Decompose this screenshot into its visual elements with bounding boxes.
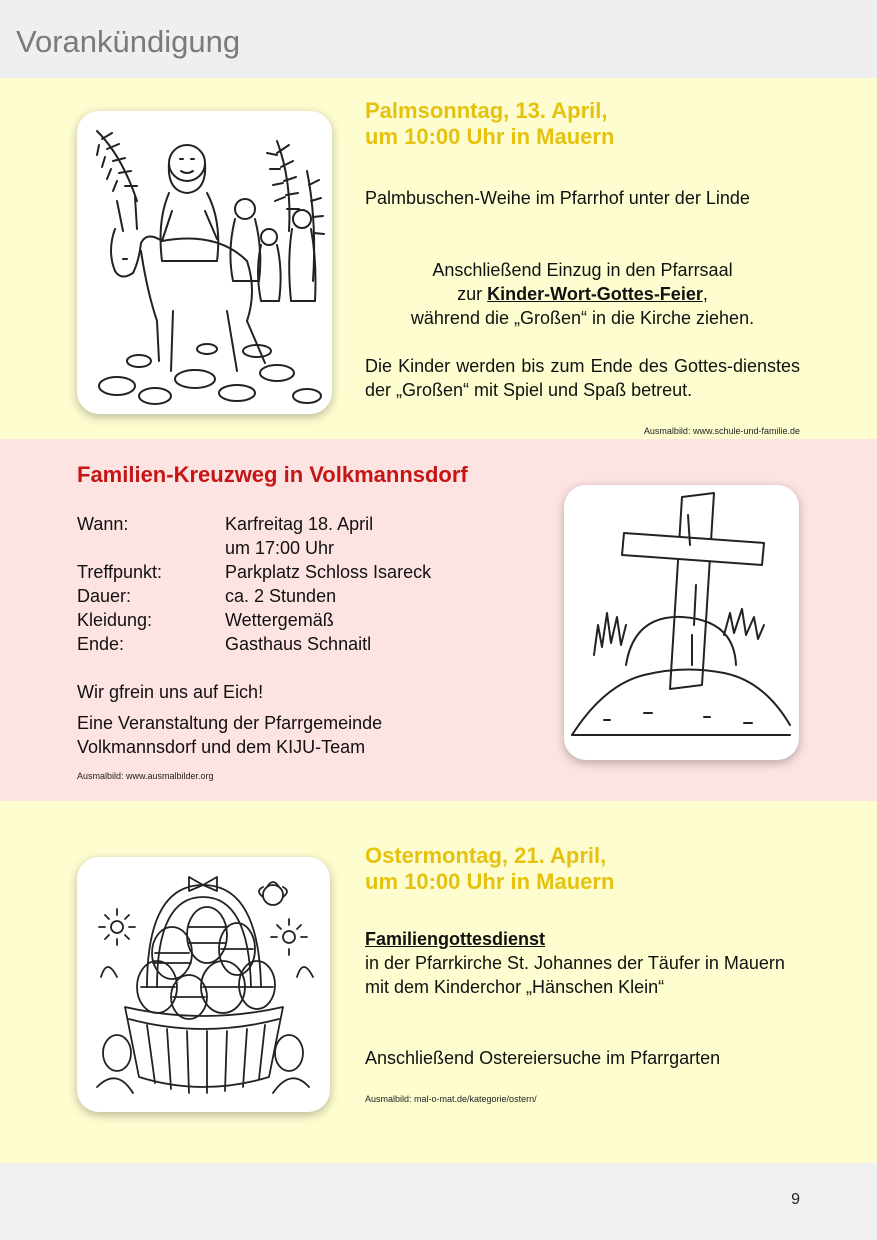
familiengottesdienst-title: Familiengottesdienst <box>365 929 546 949</box>
kreuzweg-heading: Familien-Kreuzweg in Volkmannsdorf <box>77 462 468 487</box>
easter-egg-hunt-text: Anschließend Ostereiersuche im Pfarrgarten <box>365 1048 721 1068</box>
info-label: Treffpunkt: <box>77 562 163 582</box>
procession-prefix: zur <box>457 284 488 304</box>
palm-sunday-blessing-text: Palmbuschen-Weihe im Pfarrhof unter der Linde <box>365 188 750 208</box>
info-value: Parkplatz Schloss Isareck <box>225 562 432 582</box>
procession-line3: während die „Großen“ in die Kirche ziehen. <box>410 308 755 328</box>
info-row-treffpunkt <box>77 560 431 584</box>
info-value: um 17:00 Uhr <box>225 538 335 558</box>
palm-sunday-illustration <box>77 111 332 414</box>
info-label: Kleidung: <box>77 610 153 630</box>
info-row-wann <box>77 512 373 536</box>
info-value: Karfreitag 18. April <box>225 514 374 534</box>
easter-monday-heading-line1: Ostermontag, 21. April, <box>365 843 607 868</box>
procession-line1: Anschließend Einzug in den Pfarrsaal <box>432 260 733 280</box>
kreuzweg-organizer: Eine Veranstaltung der Pfarrgemeinde Volkmannsdorf und dem KIJU-Team <box>77 713 383 757</box>
palm-sunday-heading-line2: um 10:00 Uhr in Mauern <box>365 124 615 149</box>
kinder-wort-gottes-feier-link[interactable]: Kinder-Wort-Gottes-Feier <box>487 284 703 304</box>
easter-basket-illustration <box>77 857 330 1112</box>
easter-monday-heading <box>365 843 614 895</box>
info-row-kleidung <box>77 608 334 632</box>
page-title: Vorankündigung <box>16 24 241 59</box>
kreuzweg-greeting: Wir gfrein uns auf Eich! <box>77 682 264 702</box>
palm-sunday-children-text: Die Kinder werden bis zum Ende des Gottes-dienstes der „Großen“ mit Spiel und Spaß betreut. <box>365 356 800 400</box>
palm-sunday-image-credit: Ausmalbild: www.schule-und-familie.de <box>643 426 800 436</box>
info-label: Dauer: <box>77 586 132 606</box>
easter-monday-description: in der Pfarrkirche St. Johannes der Täufer in Mauern mit dem Kinderchor „Hänschen Klein“ <box>365 953 785 997</box>
info-row-uhrzeit <box>77 536 334 560</box>
info-value: Wettergemäß <box>225 610 334 630</box>
info-value: ca. 2 Stunden <box>225 586 337 606</box>
kreuzweg-image-credit: Ausmalbild: www.ausmalbilder.org <box>77 771 214 781</box>
palm-sunday-heading-line1: Palmsonntag, 13. April, <box>365 98 608 123</box>
easter-monday-heading-line2: um 10:00 Uhr in Mauern <box>365 869 615 894</box>
info-row-dauer <box>77 584 336 608</box>
palm-sunday-procession-text <box>365 258 800 330</box>
palm-sunday-heading <box>365 98 614 150</box>
easter-image-credit: Ausmalbild: mal-o-mat.de/kategorie/ostern/ <box>365 1094 537 1104</box>
info-label: Ende: <box>77 634 125 654</box>
cross-illustration <box>564 485 799 760</box>
info-row-ende <box>77 632 371 656</box>
info-label: Wann: <box>77 514 129 534</box>
procession-line2 <box>365 282 800 306</box>
page-header <box>0 0 877 78</box>
page-number: 9 <box>791 1191 800 1208</box>
info-value: Gasthaus Schnaitl <box>225 634 372 654</box>
procession-suffix: , <box>702 284 708 304</box>
